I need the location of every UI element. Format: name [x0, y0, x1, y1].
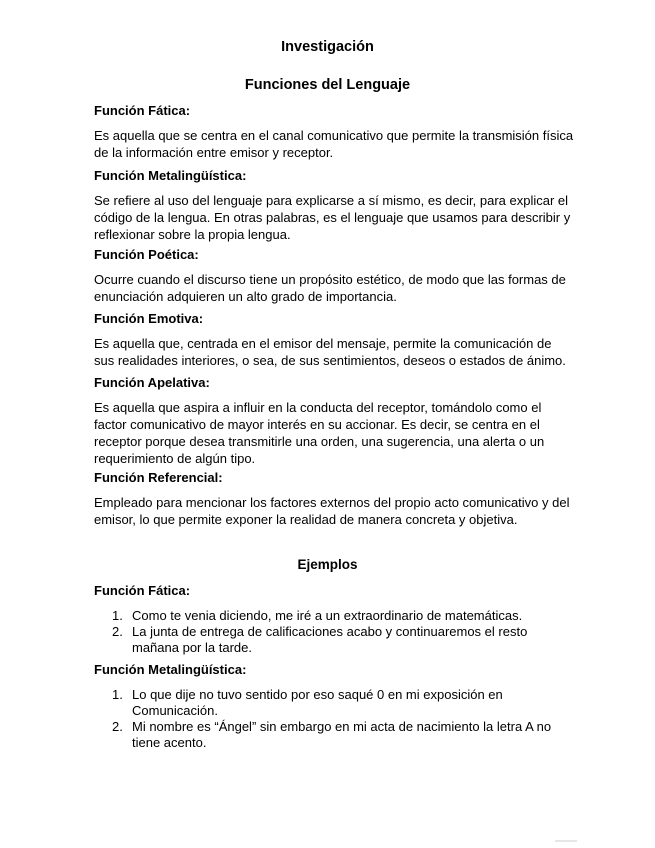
examples-section-metalinguistica — [94, 661, 574, 751]
function-section-fatica — [94, 102, 574, 161]
list-item-number: 1. — [112, 608, 123, 623]
section-heading: Función Referencial: — [94, 470, 223, 485]
list-item-number: 1. — [112, 687, 123, 702]
examples-section-fatica — [94, 582, 574, 656]
examples-list — [94, 687, 574, 751]
section-text: Se refiere al uso del lenguaje para explicarse a sí mismo, es decir, para explicar el código de la lengua. En otras palabras, es el lenguaje que usamos para describir y reflexionar sobre la propia lengua. — [94, 193, 571, 242]
list-item — [94, 687, 574, 719]
list-item-text: Mi nombre es “Ángel” sin embargo en mi acta de nacimiento la letra A no tiene acento. — [132, 719, 552, 750]
list-item — [94, 608, 574, 624]
examples-list — [94, 608, 574, 656]
function-section-apelativa — [94, 374, 574, 467]
function-section-poetica — [94, 246, 574, 305]
section-heading: Función Apelativa: — [94, 375, 210, 390]
list-item — [94, 719, 574, 751]
section-text: Ocurre cuando el discurso tiene un propósito estético, de modo que las formas de enunciación adquieren un alto grado de importancia. — [94, 272, 566, 304]
list-item-number: 2. — [112, 719, 123, 734]
section-heading: Función Metalingüística: — [94, 662, 247, 677]
document-subtitle: Funciones del Lenguaje — [244, 77, 411, 93]
list-item-text: Lo que dije no tuvo sentido por eso saqué 0 en mi exposición en Comunicación. — [132, 687, 503, 718]
section-text: Empleado para mencionar los factores externos del propio acto comunicativo y del emisor, lo que permite exponer la realidad de manera concreta y objetiva. — [94, 495, 570, 527]
section-heading: Función Fática: — [94, 583, 191, 598]
footer-mark — [555, 840, 577, 842]
section-text: Es aquella que se centra en el canal comunicativo que permite la transmisión física de la información entre emisor y receptor. — [94, 128, 574, 160]
function-section-metalinguistica — [94, 167, 574, 243]
list-item-text: Como te venia diciendo, me iré a un extraordinario de matemáticas. — [132, 608, 523, 623]
examples-title: Ejemplos — [297, 557, 358, 572]
section-heading: Función Poética: — [94, 247, 199, 262]
list-item-number: 2. — [112, 624, 123, 639]
section-text: Es aquella que aspira a influir en la conducta del receptor, tomándolo como el factor comunicativo de mayor interés en su accionar. Es decir, se centra en el receptor porque desea transmitirle una orden, una sugerencia, una alerta o un requerimiento de algún tipo. — [94, 400, 545, 466]
section-heading: Función Emotiva: — [94, 311, 204, 326]
list-item-text: La junta de entrega de calificaciones acabo y continuaremos el resto mañana por la tarde. — [132, 624, 528, 655]
section-heading: Función Metalingüística: — [94, 168, 247, 183]
list-item — [94, 624, 574, 656]
function-section-emotiva — [94, 310, 574, 369]
section-text: Es aquella que, centrada en el emisor del mensaje, permite la comunicación de sus realidades interiores, o sea, de sus sentimientos, deseos o estados de ánimo. — [94, 336, 566, 368]
document-title: Investigación — [281, 39, 374, 55]
function-section-referencial — [94, 469, 574, 528]
section-heading: Función Fática: — [94, 103, 191, 118]
